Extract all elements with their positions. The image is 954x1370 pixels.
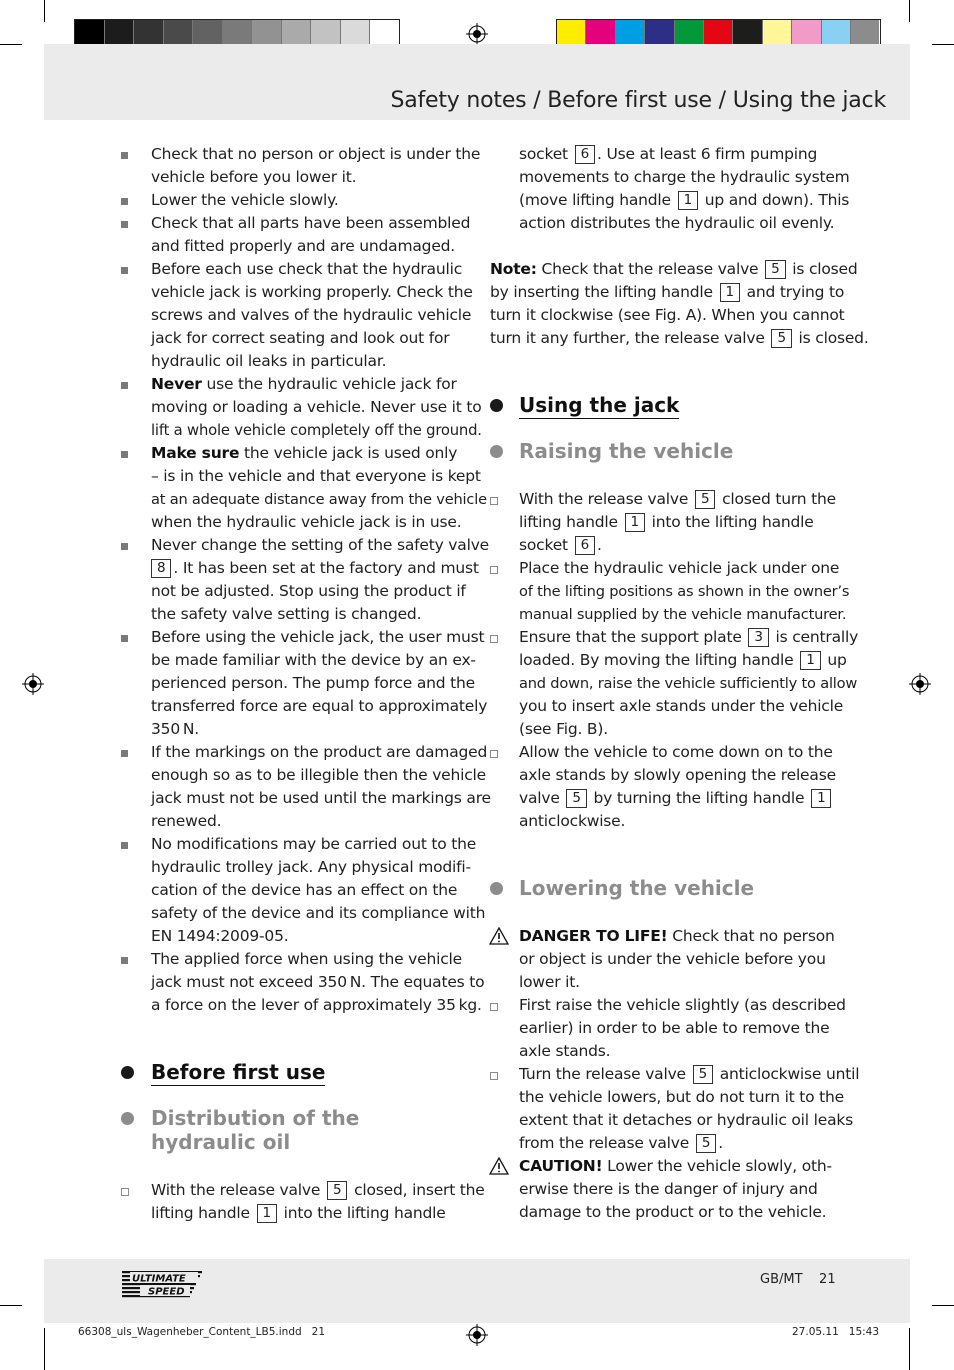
step-checkbox (490, 635, 498, 643)
bullet-text: and fitted properly and are undamaged. (151, 237, 456, 255)
caution-text-part: Lower the vehicle slowly, oth- (602, 1157, 832, 1175)
bullet-square (121, 750, 128, 757)
ultimate-speed-logo (120, 1268, 208, 1300)
step-text-part: With the release valve (519, 490, 693, 508)
step-text-part: socket (519, 145, 573, 163)
step-text (519, 1063, 859, 1086)
note-text: turn it clockwise (see Fig. A). When you cannot (490, 306, 845, 324)
bullet-text: screws and valves of the hydraulic vehicle (151, 306, 472, 324)
step-checkbox (490, 1003, 498, 1011)
step-text-part: from the release valve (519, 1134, 694, 1152)
heading-dot (121, 1066, 134, 1079)
part-reference: 8 (151, 559, 171, 578)
crop-mark (909, 0, 910, 22)
bullet-text: when the hydraulic vehicle jack is in use. (151, 513, 462, 531)
bullet-text: enough so as to be illegible then the vehicle (151, 766, 486, 784)
bullet-text: Before using the vehicle jack, the user must (151, 628, 485, 646)
step-text (519, 189, 849, 212)
note-label: Note: (490, 260, 537, 278)
step-text-part: . Use at least 6 firm pumping (597, 145, 818, 163)
bullet-text-part: use the hydraulic vehicle jack for (201, 375, 457, 393)
note-text-part: is closed (787, 260, 858, 278)
step-text: Allow the vehicle to come down on to the (519, 743, 833, 761)
bullet-text (151, 442, 457, 465)
bullet-text: 350 N. (151, 720, 200, 738)
step-text (519, 143, 817, 166)
note-text-part: and trying to (741, 283, 845, 301)
step-text-part: is centrally (770, 628, 859, 646)
bullet-square (121, 221, 128, 228)
step-text-part: loaded. By moving the lifting handle (519, 651, 799, 669)
step-text: manual supplied by the vehicle manufacturer. (519, 606, 847, 623)
logo-text: SPEED (148, 1286, 185, 1298)
step-text-part: up (822, 651, 847, 669)
step-text (519, 511, 814, 534)
step-text: the vehicle lowers, but do not turn it to the (519, 1088, 845, 1106)
step-text (151, 1179, 485, 1202)
bullet-text: at an adequate distance away from the vehicle (151, 491, 487, 508)
step-text: First raise the vehicle slightly (as described (519, 996, 846, 1014)
step-text-part: closed turn the (717, 490, 836, 508)
step-text: Place the hydraulic vehicle jack under one (519, 559, 840, 577)
bullet-text: Check that no person or object is under the (151, 145, 481, 163)
bullet-square (121, 267, 128, 274)
bullet-text: transferred force are equal to approximately (151, 697, 488, 715)
part-reference: 1 (625, 513, 645, 532)
print-slug-file: 66308_uls_Wagenheber_Content_LB5.indd 21 (78, 1326, 326, 1338)
step-text: extent that it detaches or hydraulic oil leaks (519, 1111, 854, 1129)
bullet-text: moving or loading a vehicle. Never use it to (151, 398, 482, 416)
print-slug-date: 27.05.11 15:43 (792, 1326, 880, 1338)
section-heading-before-first-use: Before first use (151, 1060, 326, 1084)
note-text-part: Check that the release valve (536, 260, 764, 278)
part-reference: 5 (695, 490, 715, 509)
step-text-part: lifting handle (151, 1204, 255, 1222)
step-text: of the lifting positions as shown in the owner’s (519, 583, 850, 600)
crop-mark (0, 44, 22, 45)
bullet-text: vehicle jack is working properly. Check the (151, 283, 473, 301)
bullet-text: vehicle before you lower it. (151, 168, 357, 186)
step-text (519, 626, 858, 649)
bullet-square (121, 957, 128, 964)
step-text-part: up and down). This (699, 191, 850, 209)
bullet-text (151, 557, 479, 580)
step-text: axle stands. (519, 1042, 611, 1060)
step-text-part: . (597, 536, 602, 554)
step-checkbox (490, 566, 498, 574)
note-text (490, 258, 858, 281)
step-text: (see Fig. B). (519, 720, 608, 738)
bullet-square (121, 842, 128, 849)
heading-dot (490, 399, 503, 412)
crop-mark (932, 1305, 954, 1306)
note-text-part: is closed. (793, 329, 869, 347)
step-text-part: anticlockwise until (715, 1065, 860, 1083)
step-text-part: valve (519, 789, 565, 807)
registration-target-icon (466, 1324, 488, 1346)
warning-triangle-icon (489, 1157, 509, 1175)
subheading-raising: Raising the vehicle (519, 439, 734, 463)
bullet-text: jack must not exceed 350 N. The equates to (151, 973, 485, 991)
step-text: movements to charge the hydraulic system (519, 168, 850, 186)
bullet-text: Never change the setting of the safety valve (151, 536, 489, 554)
step-text (519, 649, 847, 672)
bullet-text: hydraulic trolley jack. Any physical modifi- (151, 858, 471, 876)
step-text-part: Ensure that the support plate (519, 628, 747, 646)
section-heading-using-the-jack: Using the jack (519, 393, 680, 417)
bullet-text: renewed. (151, 812, 222, 830)
part-reference: 1 (678, 191, 698, 210)
note-text (490, 327, 869, 350)
danger-text-part: Check that no person (667, 927, 835, 945)
crop-mark (44, 1328, 45, 1370)
crop-mark (932, 44, 954, 45)
caution-text: erwise there is the danger of injury and (519, 1180, 818, 1198)
step-text (519, 534, 602, 557)
part-reference: 3 (748, 628, 768, 647)
warning-triangle-icon (489, 927, 509, 945)
step-text-part: With the release valve (151, 1181, 325, 1199)
bullet-text: The applied force when using the vehicle (151, 950, 462, 968)
bullet-square (121, 198, 128, 205)
part-reference: 6 (575, 145, 595, 164)
step-text-part: by turning the lifting handle (588, 789, 810, 807)
bullet-text: Check that all parts have been assembled (151, 214, 471, 232)
caution-label: CAUTION! (519, 1157, 603, 1175)
bullet-text: lift a whole vehicle completely off the ground. (151, 422, 482, 439)
bold-word: Never (151, 375, 202, 393)
step-text-part: Turn the release valve (519, 1065, 691, 1083)
bullet-square (121, 543, 128, 550)
bold-word: Make sure (151, 444, 240, 462)
bullet-text: jack for correct seating and look out for (151, 329, 450, 347)
step-text: and down, raise the vehicle sufficiently to allow (519, 675, 858, 692)
part-reference: 5 (696, 1134, 716, 1153)
bullet-square (121, 451, 128, 458)
part-reference: 1 (811, 789, 831, 808)
subheading-lowering: Lowering the vehicle (519, 876, 755, 900)
registration-target-icon (909, 673, 931, 695)
bullet-square (121, 152, 128, 159)
part-reference: 5 (327, 1181, 347, 1200)
bullet-text: No modifications may be carried out to the (151, 835, 477, 853)
step-checkbox (490, 1072, 498, 1080)
registration-target-icon (466, 23, 488, 45)
bullet-text: be made familiar with the device by an ex- (151, 651, 476, 669)
step-text: axle stands by slowly opening the release (519, 766, 836, 784)
step-text (151, 1202, 446, 1225)
bullet-text: not be adjusted. Stop using the product if (151, 582, 466, 600)
part-reference: 6 (575, 536, 595, 555)
heading-dot (490, 445, 503, 458)
part-reference: 1 (720, 283, 740, 302)
note-text-part: turn it any further, the release valve (490, 329, 770, 347)
page-number: GB/MT 21 (760, 1272, 836, 1287)
note-text (490, 281, 844, 304)
bullet-text: perienced person. The pump force and the (151, 674, 475, 692)
caution-text (519, 1155, 832, 1178)
step-checkbox (121, 1188, 129, 1196)
step-text-part: lifting handle (519, 513, 623, 531)
step-text (519, 787, 833, 810)
bullet-square (121, 382, 128, 389)
step-text-part: . (718, 1134, 723, 1152)
subheading-distribution: hydraulic oil (151, 1130, 291, 1154)
part-reference: 5 (771, 329, 791, 348)
heading-dot (490, 882, 503, 895)
bullet-text: a force on the lever of approximately 35 kg. (151, 996, 482, 1014)
crop-mark (0, 1305, 22, 1306)
crop-mark (909, 1328, 910, 1370)
step-checkbox (490, 497, 498, 505)
step-text: anticlockwise. (519, 812, 626, 830)
danger-label: DANGER TO LIFE! (519, 927, 668, 945)
bullet-text: EN 1494:2009-05. (151, 927, 289, 945)
part-reference: 5 (566, 789, 586, 808)
part-reference: 5 (765, 260, 785, 279)
step-text: action distributes the hydraulic oil evenly. (519, 214, 835, 232)
step-text-part: into the lifting handle (278, 1204, 446, 1222)
part-reference: 1 (800, 651, 820, 670)
step-text-part: socket (519, 536, 573, 554)
part-reference: 5 (693, 1065, 713, 1084)
registration-target-icon (22, 673, 44, 695)
logo-text: ULTIMATE (132, 1273, 186, 1285)
bullet-text-part: . It has been set at the factory and must (173, 559, 479, 577)
page-title: Safety notes / Before first use / Using the jack (390, 88, 886, 113)
step-text: you to insert axle stands under the vehicle (519, 697, 844, 715)
step-text (519, 1132, 723, 1155)
step-text-part: (move lifting handle (519, 191, 676, 209)
step-text (519, 488, 836, 511)
step-text-part: closed, insert the (349, 1181, 485, 1199)
bullet-square (121, 635, 128, 642)
part-reference: 1 (257, 1204, 277, 1223)
bullet-text: the safety valve setting is changed. (151, 605, 422, 623)
bullet-text: Lower the vehicle slowly. (151, 191, 339, 209)
danger-text: lower it. (519, 973, 580, 991)
bullet-text: cation of the device has an effect on the (151, 881, 458, 899)
heading-dot (121, 1112, 134, 1125)
danger-text (519, 925, 835, 948)
bullet-text: hydraulic oil leaks in particular. (151, 352, 387, 370)
step-text-part: into the lifting handle (646, 513, 814, 531)
bullet-text: safety of the device and its compliance with (151, 904, 486, 922)
bullet-text-part: the vehicle jack is used only (239, 444, 458, 462)
bullet-text: If the markings on the product are damaged (151, 743, 488, 761)
note-text-part: by inserting the lifting handle (490, 283, 718, 301)
bullet-text (151, 373, 457, 396)
step-text: earlier) in order to be able to remove the (519, 1019, 830, 1037)
danger-text: or object is under the vehicle before you (519, 950, 826, 968)
subheading-distribution: Distribution of the (151, 1106, 360, 1130)
step-checkbox (490, 750, 498, 758)
bullet-text: jack must not be used until the markings are (151, 789, 491, 807)
crop-mark (44, 0, 45, 22)
bullet-text: – is in the vehicle and that everyone is kept (151, 467, 481, 485)
bullet-text: Before each use check that the hydraulic (151, 260, 463, 278)
caution-text: damage to the product or to the vehicle. (519, 1203, 827, 1221)
